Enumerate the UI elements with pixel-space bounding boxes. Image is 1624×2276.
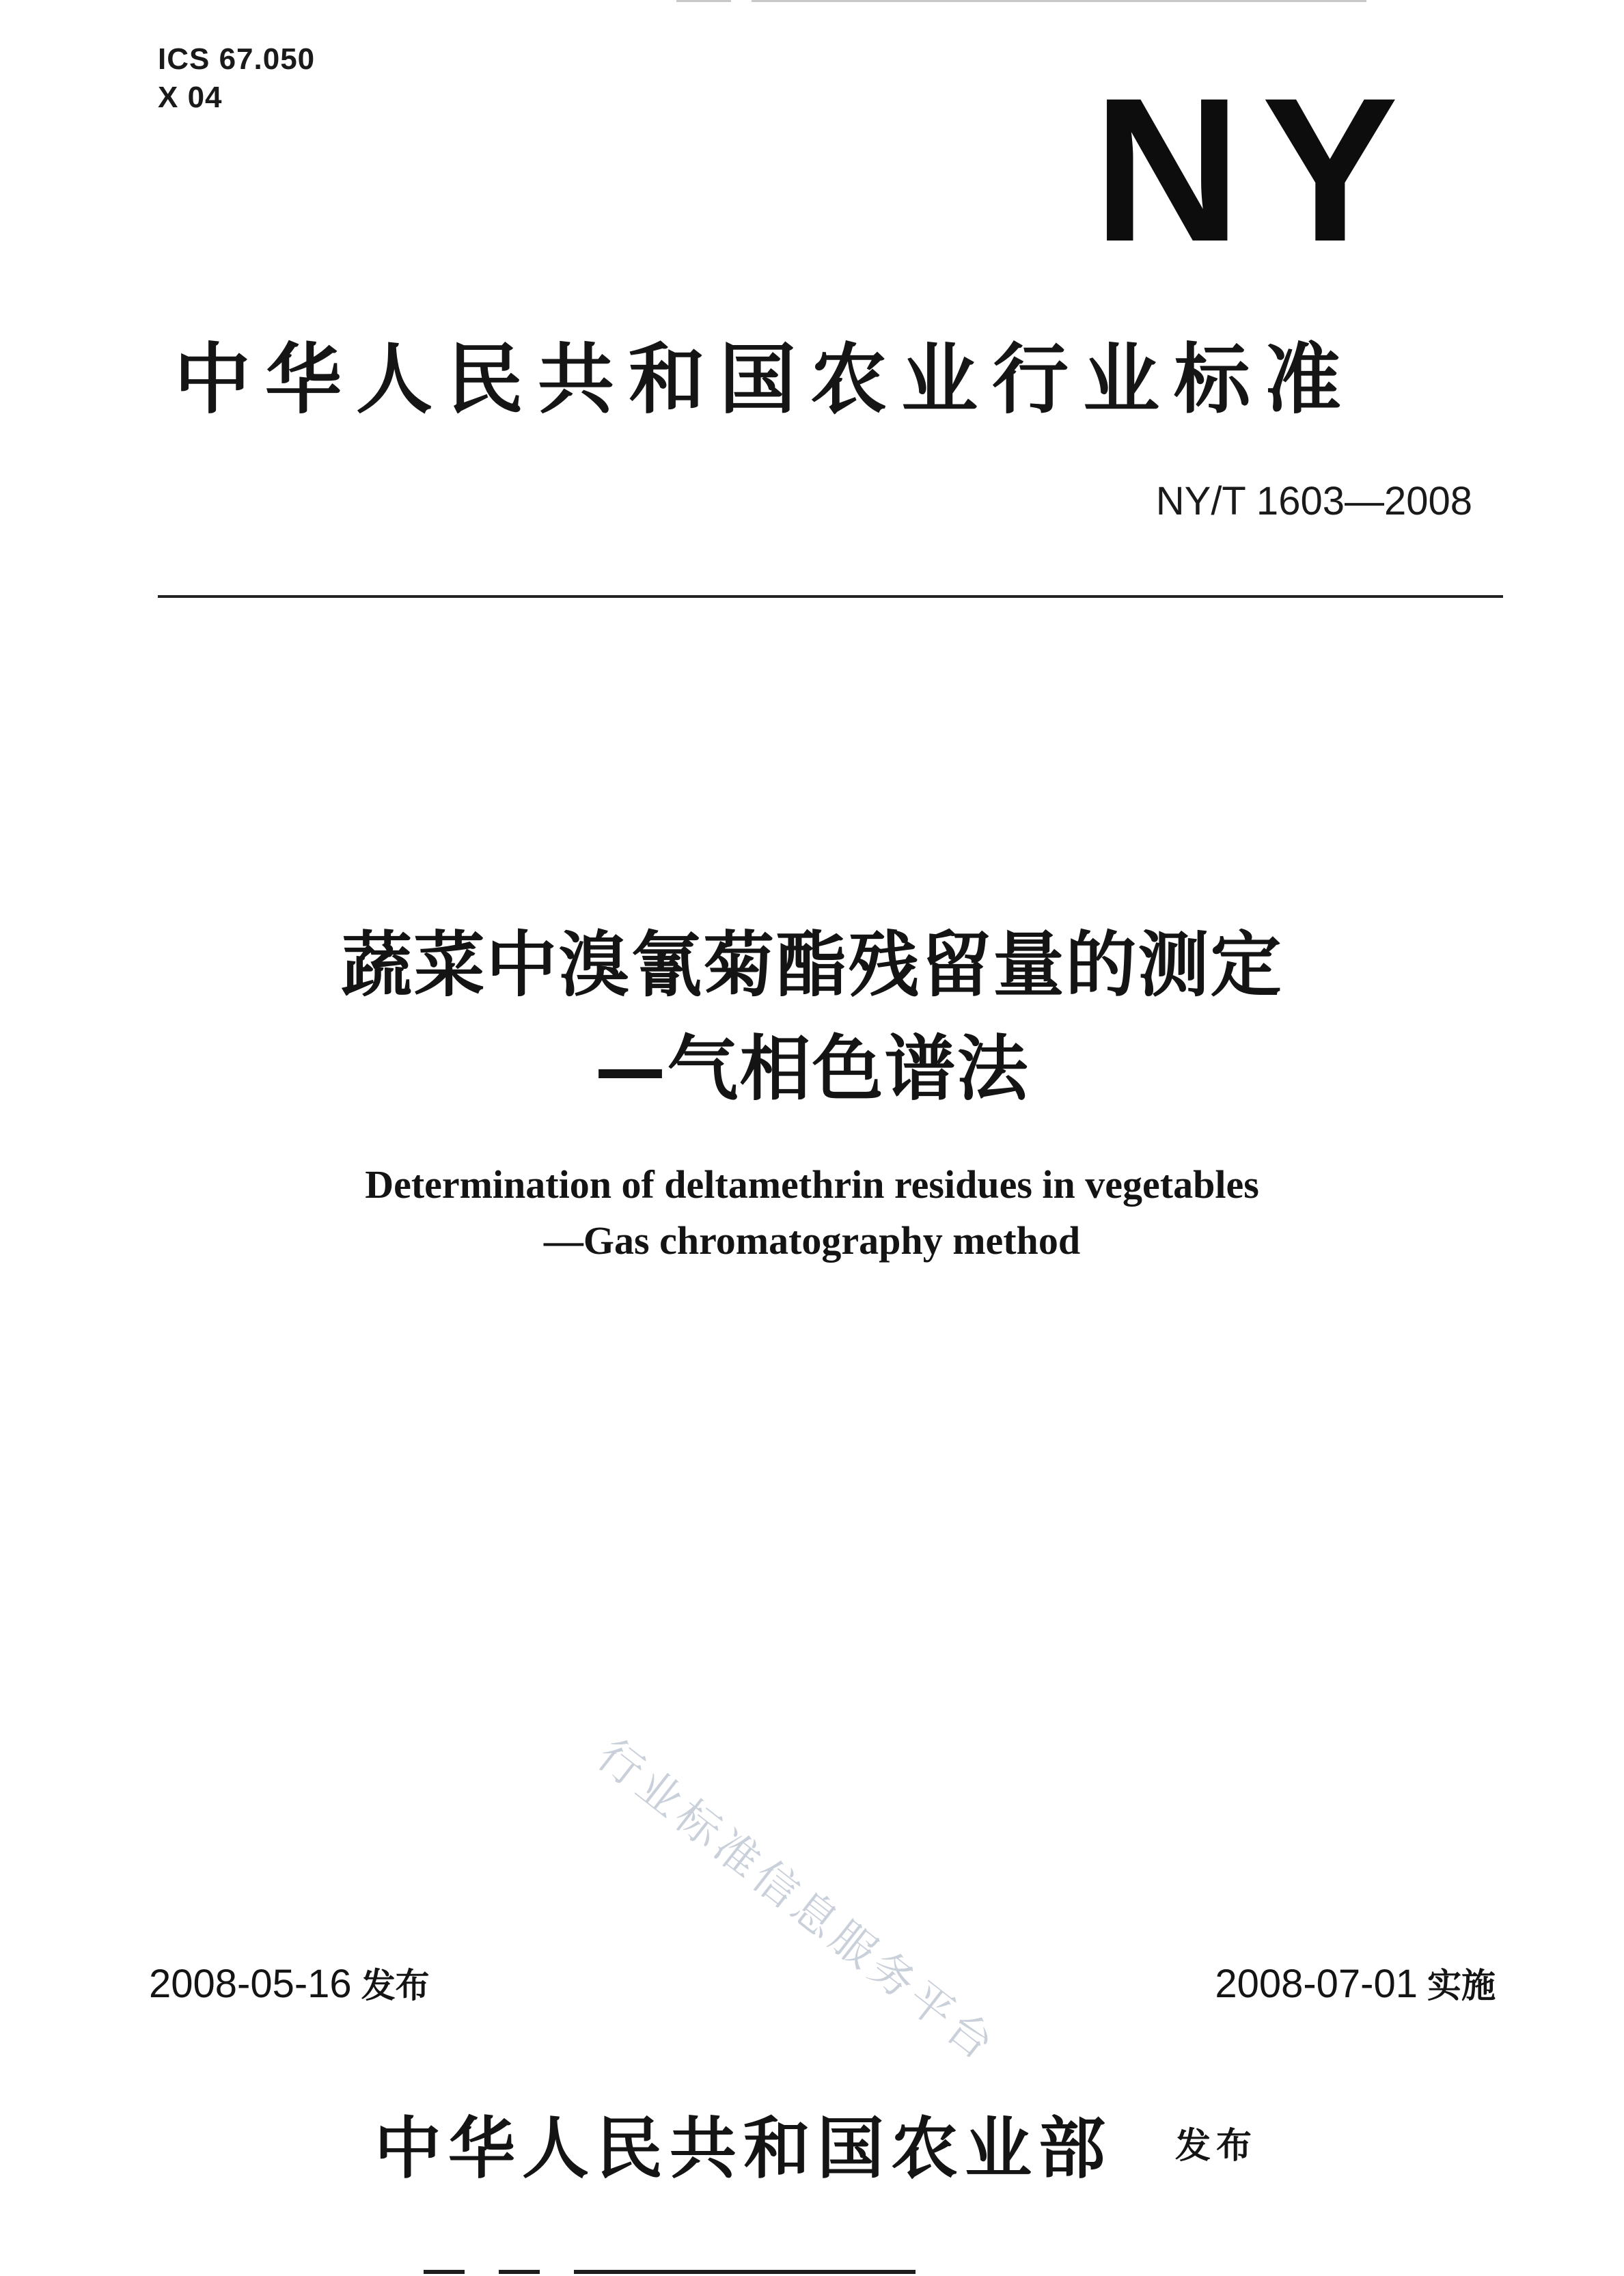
standard-number: NY/T 1603—2008 [1155, 479, 1472, 523]
publish-label: 发布 [361, 1966, 430, 2005]
scan-artifact-bottom-2 [499, 2270, 540, 2274]
title-cn-line2: —气相色谱法 [594, 1027, 1030, 1110]
title-en-line1: Determination of deltamethrin residues in vegetables [365, 1162, 1259, 1207]
header-divider [158, 595, 1503, 598]
classification-code: X 04 [158, 81, 223, 114]
issuer-suffix: 发布 [1175, 2126, 1258, 2167]
title-en-line2: —Gas chromatography method [543, 1218, 1081, 1263]
scan-artifact-bottom-3 [574, 2270, 916, 2274]
scan-artifact-top-2 [752, 0, 1366, 2]
title-cn-line1: 蔬菜中溴氰菊酯残留量的测定 [341, 923, 1283, 1006]
publish-date [149, 1958, 430, 2007]
implement-date-value: 2008-07-01 [1215, 1962, 1418, 2006]
implement-date [1215, 1958, 1496, 2007]
watermark: 行业标准信息服务平台 [588, 1729, 1007, 2073]
scan-artifact-top [676, 0, 731, 2]
ics-code: ICS 67.050 [158, 42, 316, 76]
ny-logo: NY [1093, 55, 1419, 284]
issuer-name: 中华人民共和国农业部 [374, 2109, 1113, 2188]
authority-title: 中华人民共和国农业行业标准 [174, 335, 1355, 424]
scan-artifact-bottom-1 [424, 2270, 465, 2274]
publish-date-value: 2008-05-16 [149, 1962, 352, 2006]
implement-label: 实施 [1427, 1966, 1496, 2005]
